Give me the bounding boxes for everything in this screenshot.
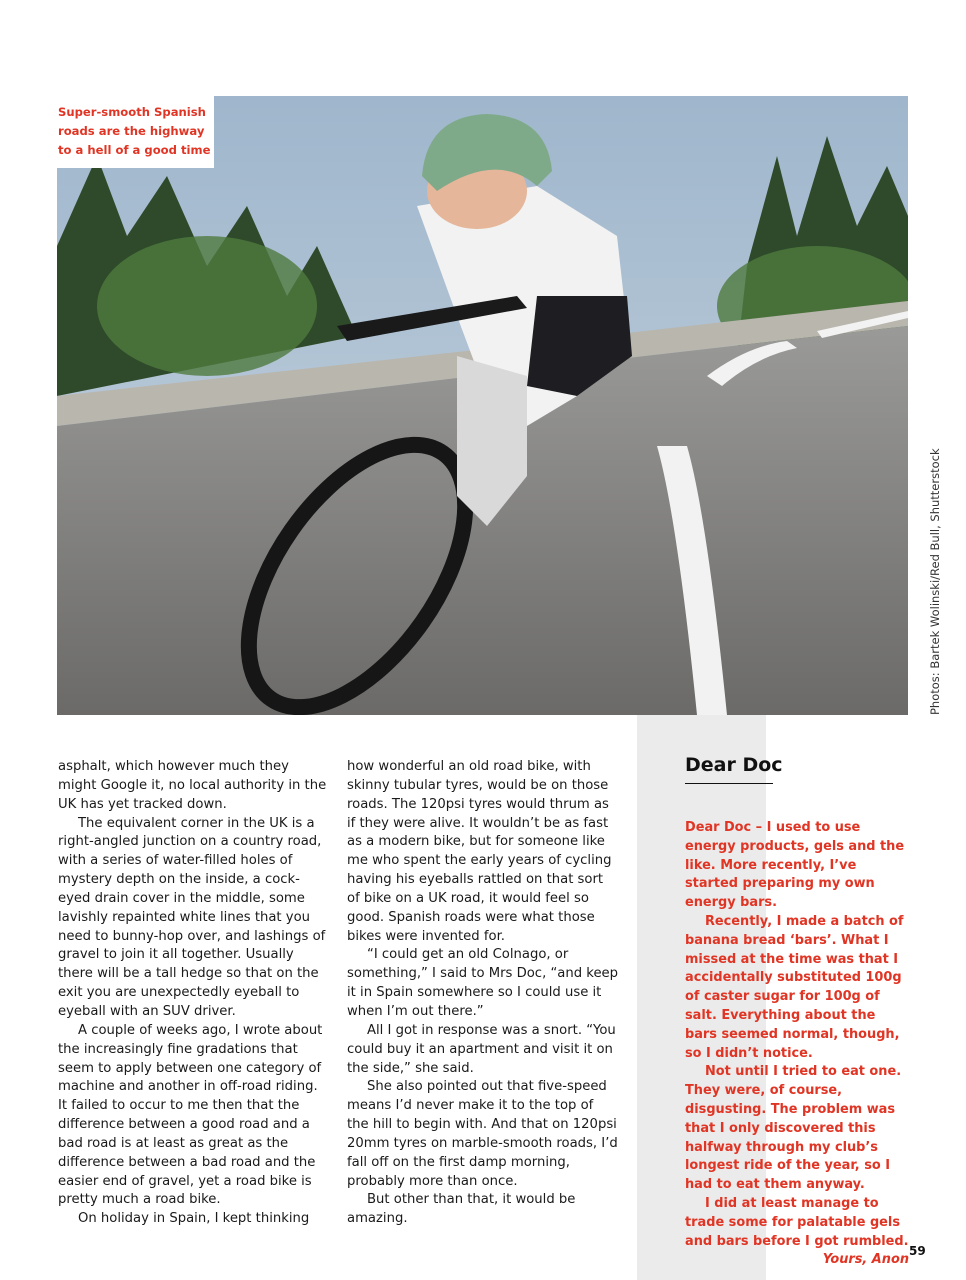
photo-caption: Super-smooth Spanish roads are the highway to a hell of a good time [57, 96, 214, 168]
sidebar-title: Dear Doc [685, 754, 783, 776]
title-underline [685, 783, 773, 784]
photo-credit: Photos: Bartek Wolinski/Red Bull, Shutterstock [928, 448, 942, 715]
article-column-2 [347, 758, 619, 1229]
paragraph: asphalt, which however much they might Google it, no local authority in the UK has yet tracked down. [58, 759, 327, 812]
sidebar-letter [685, 819, 909, 1270]
letter-paragraph: I did at least manage to trade some for palatable gels and bars before I got rumbled. [685, 1195, 909, 1249]
letter-paragraph: Not until I tried to eat one. They were, of course, disgusting. The problem was that I only discovered this halfway through my club’s longest ride of the year, so I had to eat them anyway. [685, 1064, 902, 1193]
letter-paragraph: Recently, I made a batch of banana bread ‘bars’. What I missed at the time was that I accidentally substituted 100g of caster sugar for 100g of salt. Everything about the bars seemed normal, though, so I didn’t notice. [685, 913, 904, 1061]
dear-doc-sidebar [685, 752, 909, 1270]
paragraph: The equivalent corner in the UK is a right-angled junction on a country road, with a series of water-filled holes of mystery depth on the inside, a cock-eyed drain cover in the middle, some lavishly repainted white lines that you need to bunny-hop over, and lashings of gravel to join it all together. Usually there will be a tall hedge so that on the exit you are unexpectedly eyeball to eyeball with an SUV driver. [58, 815, 326, 1019]
paragraph: “I could get an old Colnago, or something,” I said to Mrs Doc, “and keep it in Spain somewhere so I could use it when I’m out there.” [347, 947, 619, 1019]
paragraph: All I got in response was a snort. “You could buy it an apartment and visit it on the side,” she said. [347, 1022, 616, 1076]
cyclist-photo [57, 96, 908, 715]
paragraph: A couple of weeks ago, I wrote about the increasingly fine gradations that seem to apply between one category of machine and another in off-road riding. It failed to occur to me then that the difference between a good road and a bad road is at least as great as the difference between a bad road and the easier end of gravel, yet a road bike is pretty much a road bike. [58, 1022, 323, 1208]
paragraph: She also pointed out that five-speed means I’d never make it to the top of the hill to begin with. And that on 120psi 20mm tyres on marble-smooth roads, I’d fall off on the first damp morning, probably more than once. [347, 1079, 618, 1189]
letter-signoff: Yours, Anon [822, 1252, 909, 1268]
paragraph: how wonderful an old road bike, with skinny tubular tyres, would be on those roads. The 120psi tyres would thrum as if they were alive. It wouldn’t be as fast as a modern bike, but for someone like me who spent the early years of cycling having his eyeballs rattled on that sort of bike on a UK road, it would feel so good. Spanish roads were what those bikes were invented for. [347, 759, 612, 944]
page-number: 59 [909, 1244, 926, 1258]
paragraph: On holiday in Spain, I kept thinking [78, 1211, 310, 1227]
paragraph: But other than that, it would be amazing. [347, 1192, 576, 1227]
letter-paragraph: Dear Doc – I used to use energy products, gels and the like. More recently, I’ve started preparing my own energy bars. [685, 820, 905, 911]
article-column-1 [58, 758, 330, 1229]
